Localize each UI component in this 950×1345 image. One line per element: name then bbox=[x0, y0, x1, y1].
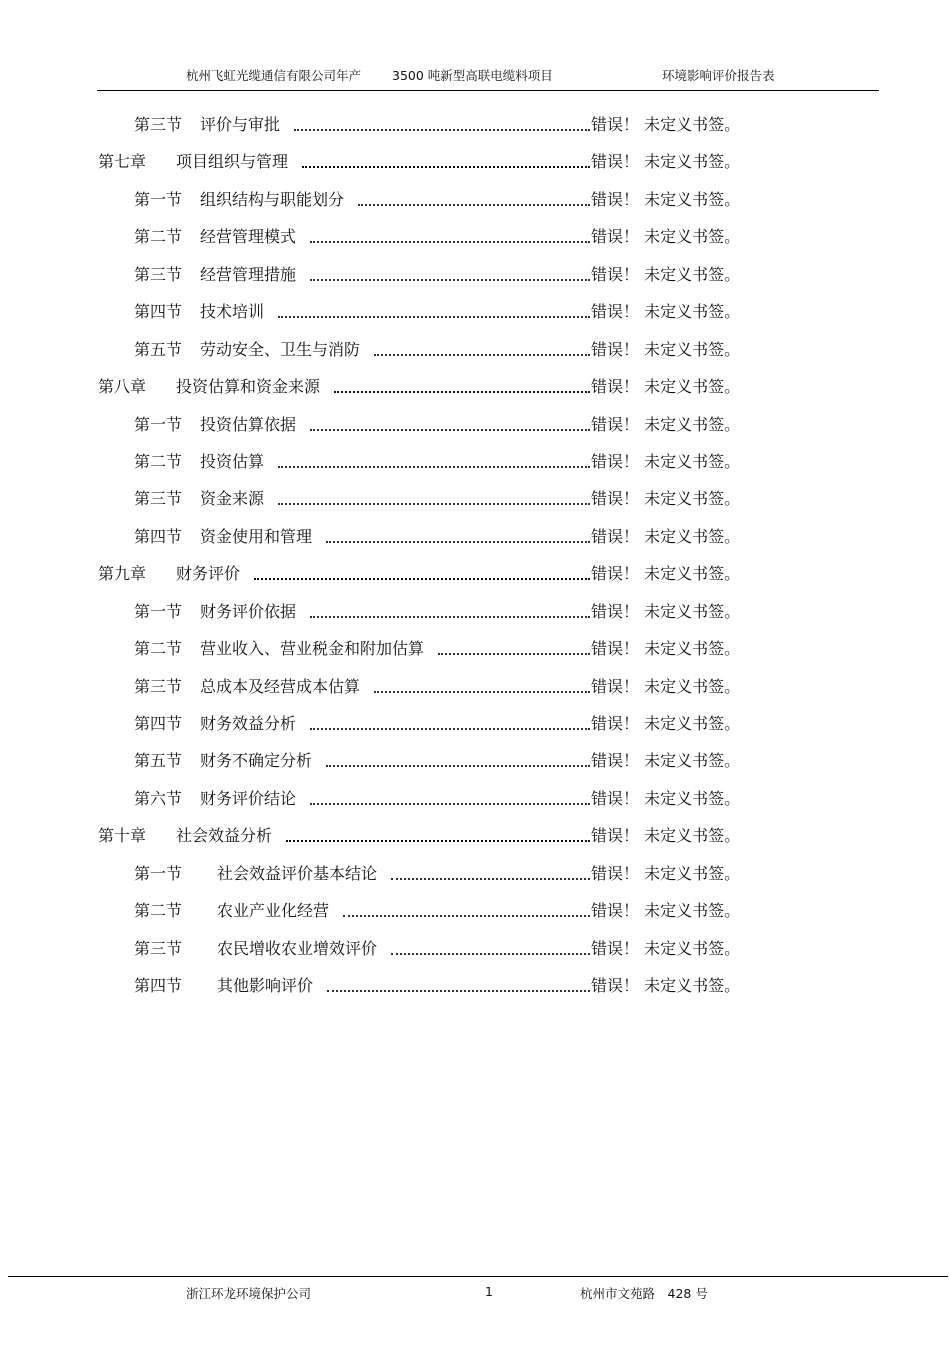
footer-address: 杭州市文苑路 428 号 bbox=[580, 1286, 708, 1301]
toc-entry[interactable] bbox=[0, 597, 950, 634]
table-of-contents bbox=[0, 110, 950, 1009]
toc-entry-page-ref: 错误！ 未定义书签。 bbox=[591, 302, 741, 322]
toc-entry[interactable] bbox=[0, 896, 950, 933]
toc-leader-dots bbox=[334, 387, 590, 393]
toc-entry-number: 第一节 bbox=[134, 189, 183, 209]
toc-entry[interactable] bbox=[0, 447, 950, 484]
toc-entry-page-ref: 错误！ 未定义书签。 bbox=[591, 264, 741, 284]
toc-entry-page-ref: 错误！ 未定义书签。 bbox=[591, 863, 741, 883]
toc-entry-page-ref: 错误！ 未定义书签。 bbox=[591, 938, 741, 958]
toc-entry-number: 第九章 bbox=[98, 564, 147, 584]
toc-leader-dots bbox=[294, 125, 590, 131]
toc-entry-title: 技术培训 bbox=[200, 302, 265, 322]
toc-entry[interactable] bbox=[0, 185, 950, 222]
toc-entry-title: 营业收入、营业税金和附加估算 bbox=[200, 639, 425, 659]
toc-entry[interactable] bbox=[0, 934, 950, 971]
toc-entry[interactable] bbox=[0, 559, 950, 596]
toc-entry[interactable] bbox=[0, 110, 950, 147]
toc-entry[interactable] bbox=[0, 410, 950, 447]
toc-entry-title: 资金来源 bbox=[200, 489, 265, 509]
toc-entry[interactable] bbox=[0, 335, 950, 372]
toc-entry-page-ref: 错误！ 未定义书签。 bbox=[591, 676, 741, 696]
toc-entry-title: 投资估算 bbox=[200, 451, 265, 471]
toc-entry-title: 财务效益分析 bbox=[200, 714, 297, 733]
toc-entry-number: 第五节 bbox=[134, 751, 183, 771]
toc-entry-number: 第四节 bbox=[134, 976, 183, 996]
toc-leader-dots bbox=[310, 275, 590, 281]
toc-leader-dots bbox=[358, 200, 590, 206]
toc-entry-number: 第三节 bbox=[134, 115, 183, 134]
toc-entry-page-ref: 错误！ 未定义书签。 bbox=[591, 601, 741, 621]
toc-entry[interactable] bbox=[0, 971, 950, 1008]
toc-entry[interactable] bbox=[0, 709, 950, 746]
toc-entry-title: 社会效益分析 bbox=[176, 826, 273, 846]
toc-entry-page-ref: 错误！ 未定义书签。 bbox=[591, 414, 741, 434]
header-report-type: 环境影响评价报告表 bbox=[662, 68, 775, 83]
toc-entry-number: 第三节 bbox=[134, 676, 183, 696]
toc-entry-title: 经营管理措施 bbox=[200, 264, 297, 284]
toc-entry[interactable] bbox=[0, 297, 950, 334]
page-header bbox=[0, 66, 950, 86]
toc-entry-title: 财务评价依据 bbox=[200, 601, 297, 621]
header-rule bbox=[97, 90, 879, 91]
toc-leader-dots bbox=[278, 499, 590, 505]
toc-leader-dots bbox=[438, 649, 590, 655]
header-company: 杭州飞虹光缆通信有限公司年产 bbox=[186, 68, 362, 83]
toc-entry[interactable] bbox=[0, 222, 950, 259]
toc-leader-dots bbox=[278, 462, 590, 468]
toc-entry-number: 第三节 bbox=[134, 938, 183, 958]
toc-entry-title: 资金使用和管理 bbox=[200, 526, 313, 546]
toc-leader-dots bbox=[343, 911, 590, 917]
toc-entry-number: 第三节 bbox=[134, 264, 183, 284]
toc-entry[interactable] bbox=[0, 484, 950, 521]
toc-entry-number: 第五节 bbox=[134, 339, 183, 359]
toc-entry-title: 总成本及经营成本估算 bbox=[200, 676, 361, 696]
toc-entry-number: 第一节 bbox=[134, 863, 183, 883]
toc-entry-page-ref: 错误！ 未定义书签。 bbox=[591, 152, 741, 172]
toc-entry-number: 第四节 bbox=[134, 302, 183, 322]
toc-leader-dots bbox=[278, 312, 590, 318]
toc-entry-page-ref: 错误！ 未定义书签。 bbox=[591, 564, 741, 584]
toc-entry-page-ref: 错误！ 未定义书签。 bbox=[591, 976, 741, 996]
toc-entry-title: 社会效益评价基本结论 bbox=[217, 863, 378, 883]
toc-entry-title: 投资估算依据 bbox=[200, 414, 297, 434]
toc-entry-number: 第六节 bbox=[134, 788, 183, 808]
toc-entry-page-ref: 错误！ 未定义书签。 bbox=[591, 639, 741, 659]
toc-entry-page-ref: 错误！ 未定义书签。 bbox=[591, 115, 741, 134]
toc-leader-dots bbox=[286, 836, 590, 842]
toc-entry-title: 经营管理模式 bbox=[200, 227, 297, 247]
toc-entry[interactable] bbox=[0, 260, 950, 297]
toc-entry-page-ref: 错误！ 未定义书签。 bbox=[591, 901, 741, 921]
toc-entry-number: 第四节 bbox=[134, 714, 183, 733]
toc-entry-page-ref: 错误！ 未定义书签。 bbox=[591, 788, 741, 808]
toc-leader-dots bbox=[327, 986, 590, 992]
toc-leader-dots bbox=[374, 350, 590, 356]
toc-leader-dots bbox=[310, 237, 590, 243]
toc-leader-dots bbox=[310, 799, 590, 805]
toc-entry-page-ref: 错误！ 未定义书签。 bbox=[591, 451, 741, 471]
toc-entry-title: 农民增收农业增效评价 bbox=[217, 938, 378, 958]
toc-entry-page-ref: 错误！ 未定义书签。 bbox=[591, 377, 741, 397]
toc-entry[interactable] bbox=[0, 859, 950, 896]
toc-entry[interactable] bbox=[0, 147, 950, 184]
toc-entry-title: 农业产业化经营 bbox=[217, 901, 330, 921]
toc-entry-title: 其他影响评价 bbox=[217, 976, 314, 996]
footer-organization: 浙江环龙环境保护公司 bbox=[186, 1286, 312, 1301]
toc-leader-dots bbox=[302, 162, 590, 168]
toc-entry-title: 财务评价 bbox=[176, 564, 241, 584]
toc-entry-page-ref: 错误！ 未定义书签。 bbox=[591, 751, 741, 771]
toc-entry[interactable] bbox=[0, 784, 950, 821]
toc-entry-page-ref: 错误！ 未定义书签。 bbox=[591, 227, 741, 247]
toc-entry-number: 第二节 bbox=[134, 901, 183, 921]
toc-leader-dots bbox=[310, 612, 590, 618]
toc-entry-number: 第一节 bbox=[134, 601, 183, 621]
toc-entry[interactable] bbox=[0, 746, 950, 783]
toc-entry-page-ref: 错误！ 未定义书签。 bbox=[591, 826, 741, 846]
toc-entry-page-ref: 错误！ 未定义书签。 bbox=[591, 189, 741, 209]
toc-entry-number: 第四节 bbox=[134, 526, 183, 546]
toc-entry-page-ref: 错误！ 未定义书签。 bbox=[591, 714, 741, 733]
toc-entry-title: 评价与审批 bbox=[200, 115, 281, 134]
toc-entry[interactable] bbox=[0, 372, 950, 409]
header-project: 3500 吨新型高联电缆料项目 bbox=[392, 68, 553, 83]
toc-leader-dots bbox=[374, 687, 590, 693]
toc-entry-number: 第二节 bbox=[134, 639, 183, 659]
toc-leader-dots bbox=[326, 761, 590, 767]
toc-entry-title: 投资估算和资金来源 bbox=[176, 377, 321, 397]
toc-entry-page-ref: 错误！ 未定义书签。 bbox=[591, 489, 741, 509]
toc-entry-number: 第七章 bbox=[98, 152, 147, 172]
toc-leader-dots bbox=[310, 724, 590, 730]
toc-entry[interactable] bbox=[0, 634, 950, 671]
toc-entry-title: 项目组织与管理 bbox=[176, 152, 289, 172]
footer-page-number: 1 bbox=[485, 1284, 493, 1299]
toc-leader-dots bbox=[391, 949, 590, 955]
footer-rule bbox=[8, 1276, 948, 1277]
toc-entry-number: 第三节 bbox=[134, 489, 183, 509]
toc-entry[interactable] bbox=[0, 821, 950, 858]
toc-entry-number: 第八章 bbox=[98, 377, 147, 397]
toc-entry[interactable] bbox=[0, 522, 950, 559]
toc-leader-dots bbox=[326, 537, 590, 543]
toc-entry-title: 劳动安全、卫生与消防 bbox=[200, 339, 361, 359]
toc-entry[interactable] bbox=[0, 672, 950, 709]
toc-entry-number: 第十章 bbox=[98, 826, 147, 846]
toc-entry-title: 财务评价结论 bbox=[200, 788, 297, 808]
toc-entry-number: 第一节 bbox=[134, 414, 183, 434]
toc-entry-page-ref: 错误！ 未定义书签。 bbox=[591, 526, 741, 546]
toc-entry-number: 第二节 bbox=[134, 227, 183, 247]
toc-leader-dots bbox=[391, 874, 590, 880]
toc-leader-dots bbox=[310, 425, 590, 431]
toc-leader-dots bbox=[254, 574, 590, 580]
toc-entry-page-ref: 错误！ 未定义书签。 bbox=[591, 339, 741, 359]
toc-entry-number: 第二节 bbox=[134, 451, 183, 471]
toc-entry-title: 组织结构与职能划分 bbox=[200, 189, 345, 209]
toc-entry-title: 财务不确定分析 bbox=[200, 751, 313, 771]
